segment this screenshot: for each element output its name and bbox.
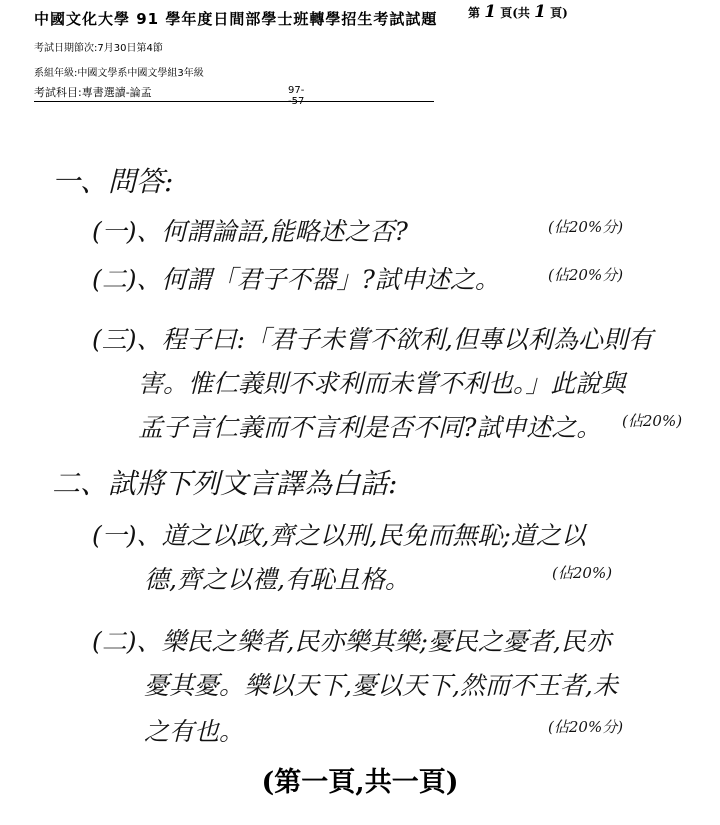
page-label-mid: 頁(共 [500, 6, 530, 20]
section2-question2-line2: 憂其憂。樂以天下,憂以天下,然而不王者,未 [144, 671, 618, 700]
subject-line [34, 84, 305, 100]
section2-question1-line2: 德,齊之以禮,有恥且格。 [144, 565, 410, 594]
section2-question2-line1: (二)、樂民之樂者,民亦樂其樂;憂民之憂者,民亦 [92, 627, 611, 656]
section2-question2-line3: 之有也。 [144, 717, 245, 746]
section1-question2-score: (佔20%分) [548, 266, 624, 284]
page-label-left: 第 [468, 6, 481, 20]
page-label-right: 頁) [550, 6, 568, 20]
exam-time: 考試日期節次:7月30日第4節 [34, 43, 163, 54]
exam-title: 中國文化大學 91 學年度日間部學士班轉學招生考試試題 [34, 10, 438, 28]
section1-question1-score: (佔20%分) [548, 218, 624, 236]
section1-question3-score: (佔20%) [622, 412, 683, 430]
section1-heading: 一、問答: [52, 165, 174, 198]
department-line: 系組年級:中國文學系中國文學組3年級 [34, 68, 204, 79]
section1-question2: (二)、何謂「君子不器」?試申述之。 [92, 265, 500, 294]
section1-question3-line1: (三)、程子曰:「君子未嘗不欲利,但專以利為心則有 [92, 325, 653, 354]
section1-question3-line2: 害。惟仁義則不求利而未嘗不利也。」此說與 [138, 369, 626, 398]
page-total: 1 [534, 2, 546, 22]
section2-question1-score: (佔20%) [552, 564, 613, 582]
section2-question1-line1: (一)、道之以政,齊之以刑,民免而無恥;道之以 [92, 521, 586, 550]
section1-question1: (一)、何謂論語,能略述之否? [92, 217, 408, 246]
section1-question3-line3: 孟子言仁義而不言利是否不同?試申述之。 [138, 413, 602, 442]
section2-heading: 二、試將下列文言譯為白話: [52, 467, 398, 500]
section2-question2-score: (佔20%分) [548, 718, 624, 736]
subject-text: 考試科目:專書選讀-論孟 [34, 86, 152, 99]
page-number-label [468, 2, 568, 22]
page-number: 1 [484, 2, 497, 22]
page-footer: (第一頁,共一頁) [261, 767, 459, 798]
header-divider [34, 101, 434, 102]
subject-code: 97- [288, 85, 305, 96]
